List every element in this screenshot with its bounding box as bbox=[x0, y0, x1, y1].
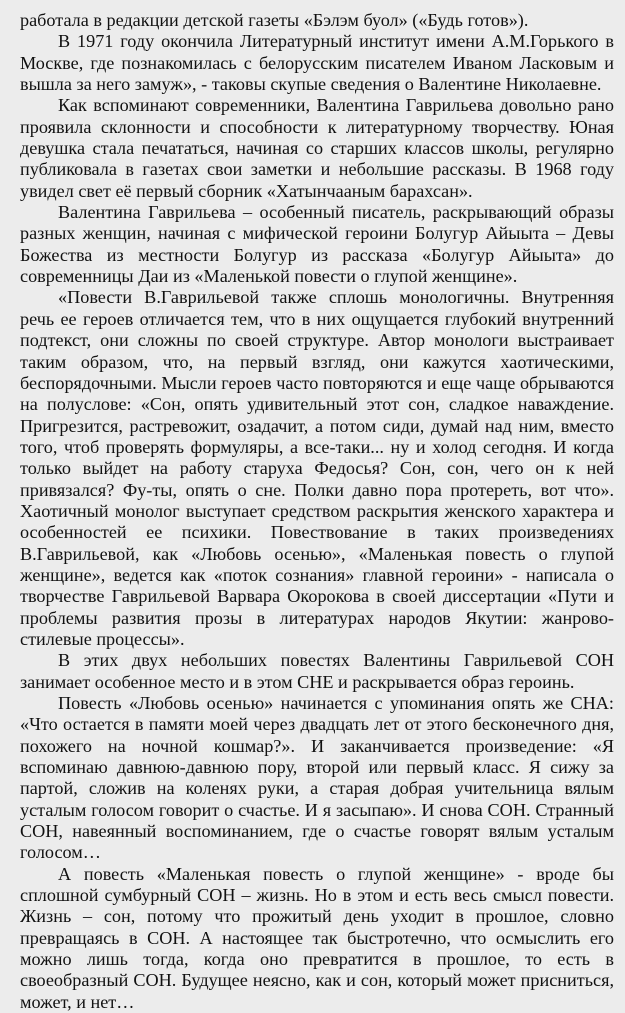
paragraph-8: А повесть «Маленькая повесть о глупой женщине» - вроде бы сплошной сумбурный СОН – жизнь. Но в этом и есть весь смысл повести. Жизнь – сон, потому что прожитый день уходит в прошлое, словно превращаясь в СОН. А настоящее так быстротечно, что осмыслить его можно лишь тогда, когда оно превратится в прошлое, то есть в своеобразный СОН. Будущее неясно, как и сон, который может присниться, может, и нет… bbox=[20, 863, 614, 1012]
paragraph-5: «Повести В.Гаврильевой также сплошь монологичны. Внутренняя речь ее героев отличается тем, что в них ощущается глубокий внутренний подтекст, они сложны по своей структуре. Автор монологи выстраивает таким образом, что, на первый взгляд, они кажутся хаотическими, беспорядочными. Мысли героев часто повторяются и еще чаще обрываются на полуслове: «Сон, опять удивительный этот сон, сладкое наваждение. Пригрезится, растревожит, озадачит, а потом сиди, думай над ним, вместо того, чтоб проверять формуляры, а все-таки... ну и холод сегодня. И когда только выйдет на работу старуха Федосья? Сон, сон, чего он к ней привязался? Фу-ты, опять о сне. Полки давно пора протереть, вот что». Хаотичный монолог выступает средством раскрытия женского характера и особенностей ее психики. Повествование в таких произведениях В.Гаврильевой, как «Любовь осенью», «Маленькая повесть о глупой женщине», ведется как «поток сознания» главной героини» - написала о творчестве Гаврильевой Варвара Окорокова в своей диссертации «Пути и проблемы развития прозы в литературах народов Якутии: жанрово-стилевые процессы». bbox=[20, 287, 614, 649]
paragraph-4: Валентина Гаврильева – особенный писатель, раскрывающий образы разных женщин, начиная с мифической героини Болугур Айыыта – Девы Божества из местности Болугур из рассказа «Болугур Айыыта» до современницы Даи из «Маленькой повести о глупой женщине». bbox=[20, 202, 614, 287]
paragraph-3: Как вспоминают современники, Валентина Гаврильева довольно рано проявила склонности и способности к литературному творчеству. Юная девушка стала печататься, начиная со старших классов школы, регулярно публиковала в газетах свои заметки и небольшие рассказы. В 1968 году увидел свет её первый сборник «Хатынчааным барахсан». bbox=[20, 95, 614, 201]
paragraph-7: Повесть «Любовь осенью» начинается с упоминания опять же СНА: «Что остается в памяти моей через двадцать лет от этого бесконечного дня, похожего на ночной кошмар?». И заканчивается произведение: «Я вспоминаю давнюю-давнюю пору, второй или первый класс. Я сижу за партой, сложив на коленях руки, а старая добрая учительница вялым усталым голосом говорит о счастье. И я засыпаю». И снова СОН. Странный СОН, навеянный воспоминанием, где о счастье говорят вялым усталым голосом… bbox=[20, 693, 614, 863]
paragraph-2: В 1971 году окончила Литературный институт имени А.М.Горького в Москве, где познакомилась с белорусским писателем Иваном Ласковым и вышла за него замуж», - таковы скупые сведения о Валентине Николаевне. bbox=[20, 31, 614, 95]
paragraph-1: работала в редакции детской газеты «Бэлэм буол» («Будь готов»). bbox=[20, 10, 529, 30]
paragraph-6: В этих двух небольших повестях Валентины Гаврильевой СОН занимает особенное место и в этом СНЕ и раскрывается образ героинь. bbox=[20, 650, 614, 692]
